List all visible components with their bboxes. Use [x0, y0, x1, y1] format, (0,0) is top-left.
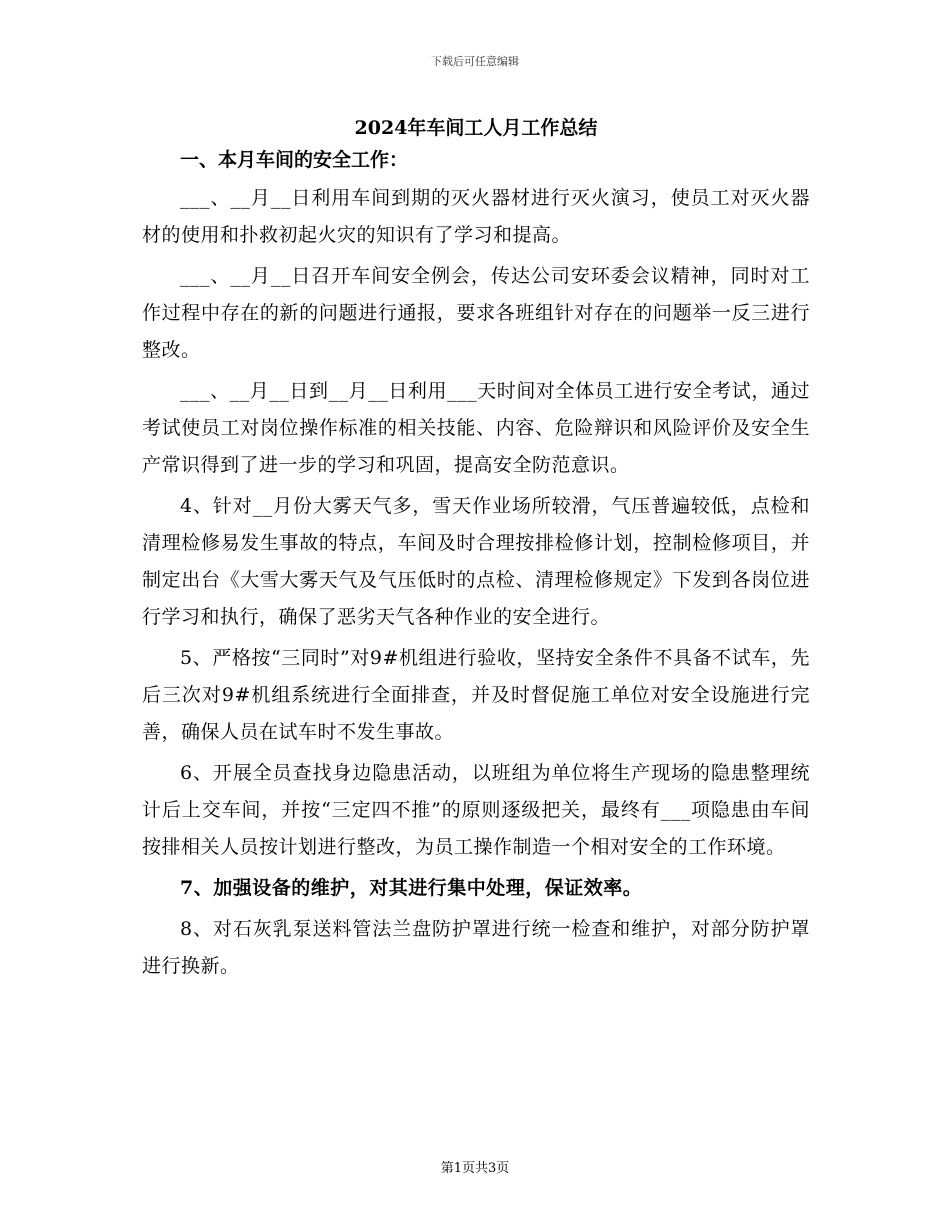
paragraph-7: 7、加强设备的维护，对其进行集中处理，保证效率。	[180, 877, 643, 899]
paragraph-3: ___、__月__日到__月__日利用___天时间对全体员工进行安全考试，通过考试使员工对岗位操作标准的相关技能、内容、危险辩识和风险评价及安全生产常识得到了进一步的学习和巩固，提高安全防范意识。	[142, 380, 810, 476]
paragraph-6: 6、开展全员查找身边隐患活动，以班组为单位将生产现场的隐患整理统计后上交车间，并按“三定四不推”的原则逐级把关，最终有___项隐患由车间按排相关人员按计划进行整改，为员工操作制造一个相对安全的工作环境。	[142, 762, 810, 858]
page-indicator: 第1页共3页	[440, 1161, 510, 1176]
paragraph-4: 4、针对__月份大雾天气多，雪天作业场所较滑，气压普遍较低，点检和清理检修易发生事故的特点，车间及时合理按排检修计划，控制检修项目，并制定出台《大雪大雾天气及气压低时的点检、清理检修规定》下发到各岗位进行学习和执行，确保了恶劣天气各种作业的安全进行。	[142, 495, 810, 628]
section-heading: 一、本月车间的安全工作：	[180, 149, 409, 171]
paragraph-1: ___、__月__日利用车间到期的灭火器材进行灭火演习，使员工对灭火器材的使用和扑救初起火灾的知识有了学习和提高。	[142, 187, 810, 246]
paragraph-5: 5、严格按“三同时”对9#机组进行验收，坚持安全条件不具备不试车，先后三次对9#机组系统进行全面排查，并及时督促施工单位对安全设施进行完善，确保人员在试车时不发生事故。	[142, 647, 810, 743]
document-body	[142, 112, 810, 989]
document-title: 2024年车间工人月工作总结	[354, 117, 598, 139]
header-note: 下载后可任意编辑	[431, 55, 519, 68]
paragraph-8: 8、对石灰乳泵送料管法兰盘防护罩进行统一检查和维护，对部分防护罩进行换新。	[142, 918, 810, 977]
paragraph-2: ___、__月__日召开车间安全例会，传达公司安环委会议精神，同时对工作过程中存在的新的问题进行通报，要求各班组针对存在的问题举一反三进行整改。	[142, 265, 810, 361]
